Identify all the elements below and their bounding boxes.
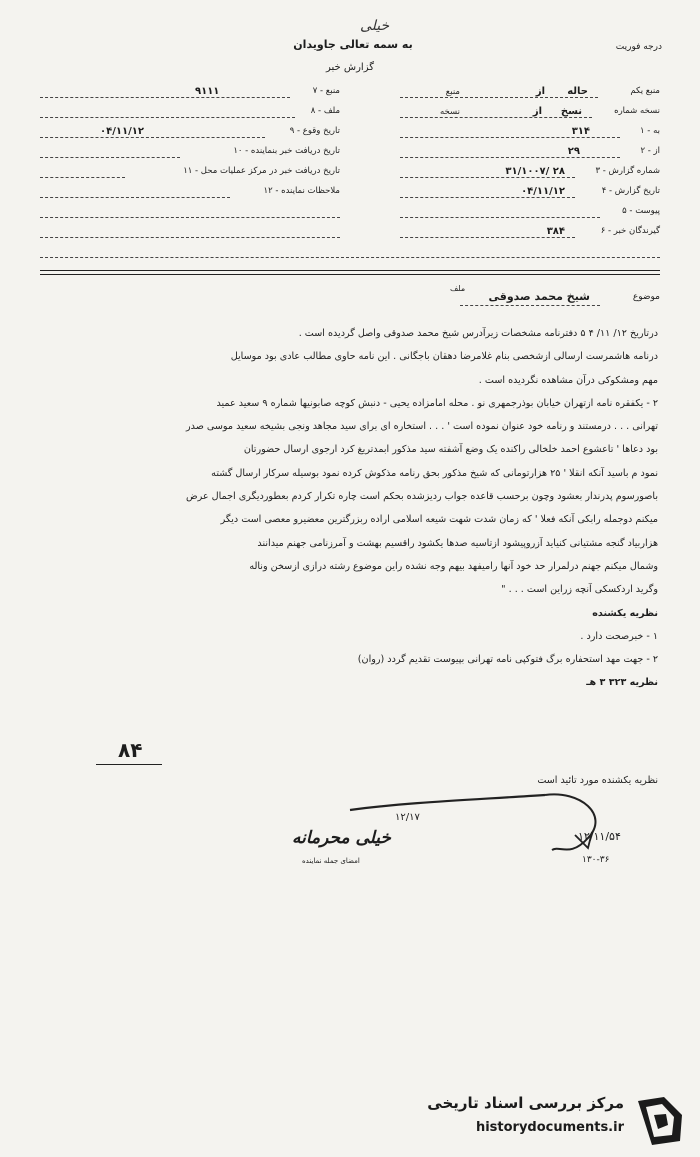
form-label: ۱۱ - تاریخ دریافت خبر در مرکز عملیات محل [183,166,340,176]
form-blank-line [40,226,340,240]
form-field-report-date [400,186,660,200]
signature-caption: امضای جمله نماینده [302,857,360,865]
form-field-recipients [400,226,660,240]
form-value: نسخ [560,106,582,117]
form-value: ۳۸۴ [546,226,565,237]
form-field-received-center [40,166,340,180]
report-type-title: گزارش خبر [326,62,374,73]
watermark-url: historydocuments.ir [475,1120,624,1135]
handwritten-mark: خیلی [360,18,390,34]
opinion-item: ۱ - خبرصحت دارد . [580,630,658,642]
fill-line [40,157,180,158]
fill-line [400,177,575,178]
page-number-underline [96,764,162,765]
fill-line [400,97,598,98]
form-field-rep-notes [40,186,340,200]
form-blank-line [40,246,660,260]
fill-line [400,217,600,218]
second-opinion-heading: نظریه ۳۲۳ ۳ هـ [586,677,658,689]
form-field-to [400,126,660,140]
fill-line [400,237,575,238]
report-body [40,322,658,695]
fill-line [400,117,592,118]
form-value: ۰۴/۱۱/۱۲ [521,186,565,197]
signature-name: خیلی محرمانه [292,828,391,848]
form-label: ۸ - ملف [310,106,340,116]
form-label: ۱ - به [640,126,660,136]
form-suffix: منبع [445,87,460,97]
form-value: از [535,86,545,97]
form-field-copy-number [400,106,660,120]
watermark-title: مرکز بررسی اسناد تاریخی [427,1094,624,1112]
separator-rule [40,274,660,275]
form-field-file [40,106,340,120]
fill-line [400,197,575,198]
opinion-heading: نظریه یکشنده [592,607,658,619]
form-label: ۴ - تاریخ گزارش [601,186,660,196]
form-value: ۰۴/۱۱/۱۲ [100,126,144,137]
body-line: باصورسوم پدرندار بعشود وچون برحسب قاعده جواب ردیزشده بحکم است چاره تکرار کردم بعطوردیگری اجمال عرض [186,491,658,503]
form-field-occurrence-date [40,126,340,140]
form-value: ۳۱۴ [571,126,590,137]
form-blank-line [40,206,340,220]
approval-code: ۱۳۰-۳۶ [582,855,610,865]
form-value: ۹۱۱۱ [195,86,220,97]
approval-date: ۱۲/۱۱/۵۴ [578,830,621,843]
urgency-tag: درجه فوریت [615,42,662,52]
body-line: وشمال میکنم جهنم درلمرار حد خود آنها رامیفهد بیهم وجه نشده راین موضوع رشته درازی ازسخن وناله [249,560,658,572]
subject-side-note: ملف [450,284,466,293]
fill-line [40,97,290,98]
body-line: نمود م باسید آنکه انقلا ' ۲۵ هزارتومانی که شیخ مذکور بحق رنامه مذکوش کرده نمود بوسیله سرکار ارسال گشته [211,467,658,479]
form-value: ۳۱/۱۰۰۷/ ۲۸ [505,166,565,177]
form-field-from [400,146,660,160]
form-value: حاله [567,86,588,97]
body-line: ۲ - یکفقره نامه ازتهران خیابان بوذرجمهری نو . محله امامزاده یحیی - دنبش کوچه صابونیها شماره ۹ سعید عمید [216,397,658,409]
body-line: وگرید اردکسکی آنچه زراین است . . . " [501,584,658,596]
separator-rule [40,270,660,271]
fill-line [460,305,600,306]
form-label: ۶ - گیرندگان خبر [600,226,660,236]
form-label: ۹ - تاریخ وقوع [289,126,340,136]
body-line: بود دعاها ' تاعشوع احمد خلخالی راکنده یک وضع آشفته سید مذکور ابمدتریغ کرد ارجوی ارسال حضورتان [243,444,658,456]
form-field-copy [400,86,660,100]
form-label: ۱۰ - تاریخ دریافت خبر بنماینده [233,146,340,156]
form-label: نسخه شماره [614,106,660,116]
form-label: ۷ - منبع [312,86,340,96]
document-heading: به سمه تعالی جاویدان [293,38,413,51]
form-value: ۲۹ [567,146,580,157]
archive-logo-icon [630,1095,686,1147]
page-number: ۸۴ [118,738,143,762]
fill-line [40,177,125,178]
body-line: هزاربیاد گنجه مشتیانی کنیاید آزروپیشود ازتاسیه صدها یکشود راقسیم بهشت و آمرزنامی جهنم میدانند [257,537,658,549]
form-label: ۱۲ - ملاحظات نماینده [263,186,340,196]
subject-row [40,284,660,306]
body-line: میکنم دوجمله رابکی آنکه فعلا ' که زمان شدت شهت شیعه اسلامی اراده ربزرگترین معضیرو معصی است دیگر [220,514,658,526]
form-label: ۵ - پیوست [622,206,660,216]
form-label: ۲ - از [640,146,660,156]
body-line: درنامه هاشمرست ارسالی ازشخصی بنام غلامرضا دهقان باجگانی . این نامه حاوی مطالب عادی بود موسایل [230,351,658,363]
form-field-source [40,86,340,100]
fill-line [40,117,295,118]
form-field-report-number [400,166,660,180]
form-field-received-rep [40,146,340,160]
form-suffix: نسخه [440,107,460,117]
form-field-attachment [400,206,660,220]
body-line: مهم ومشکوکی درآن مشاهده نگردیده است . [478,374,658,386]
fill-line [40,197,230,198]
fill-line [400,137,620,138]
body-line: درتاریخ ۱۲/ ۱۱/ ۴ ۵ دفترنامه مشخصات زیرآدرس شیخ محمد صدوقی واصل گردیده است . [298,328,658,339]
approval-line: نظریه یکشنده مورد تائید است [537,775,658,786]
fill-line [40,257,660,258]
subject-label: موضوع [632,292,660,302]
body-line: تهرانی . . . درمستند و رنامه خود عنوان نموده است ' . . . استخاره ای برای سید مجاهد ونجی بشیخه سعید موسی صدر [186,421,658,433]
fill-line [40,237,340,238]
fill-line [400,157,620,158]
form-value: از [532,106,542,117]
form-label: ۳ - شماره گزارش [595,166,660,176]
fill-line [40,137,265,138]
opinion-item: ۲ - جهت مهد استحفاره برگ فتوکپی نامه تهرانی بپیوست تقدیم گردد (روان) [357,654,658,666]
subject-value: شیخ محمد صدوقی [488,290,590,303]
fill-line [40,217,340,218]
signature-date: ۱۲/۱۷ [395,812,420,823]
form-label: منبع یکم [630,86,660,96]
